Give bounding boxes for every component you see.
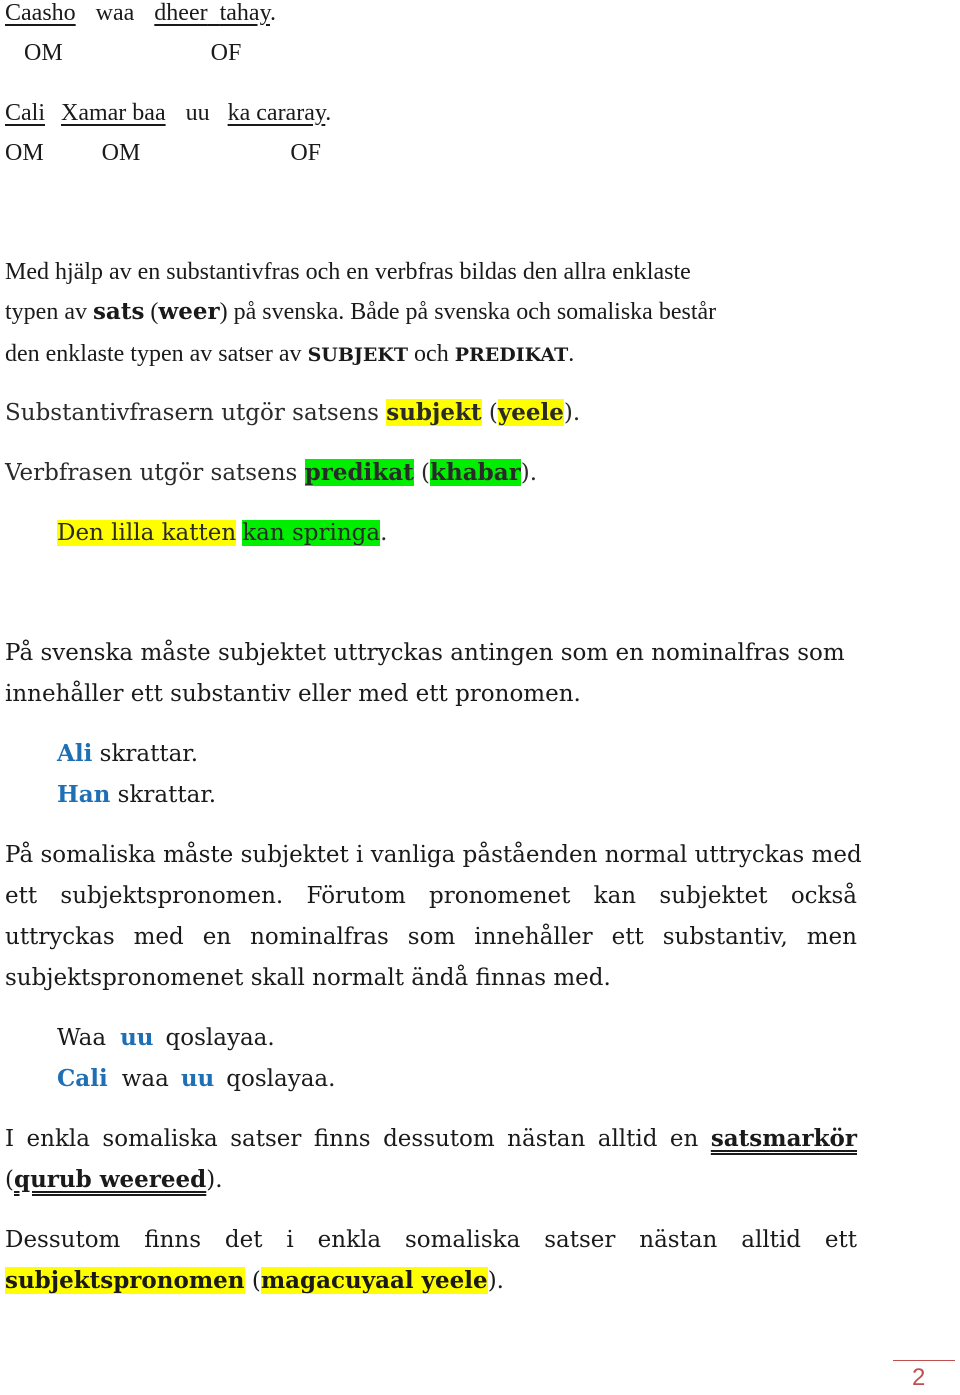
paragraph-4-line-2: (qurub weereed). [5, 1166, 223, 1193]
paragraph-4-line-1: I enkla somaliska satser finns dessutom nästan alltid en satsmarkör [5, 1125, 858, 1152]
highlight-khabar: khabar [430, 459, 521, 486]
paragraph-3-line-3: uttryckas med en nominalfras som innehåller ett substantiv, men [5, 924, 857, 950]
word-caasho: Caasho [5, 0, 76, 26]
paragraph-3-line-1: På somaliska måste subjektet i vanliga påståenden normal uttryckas med [5, 842, 862, 868]
label-om: OM [101, 140, 141, 166]
term-satsmarkor: satsmarkör [710, 1125, 858, 1152]
term-qurub-weereed: qurub weereed [13, 1166, 207, 1193]
label-om: OM [5, 140, 44, 166]
term-han: Han [57, 781, 111, 808]
highlight-subject-phrase: Den lilla katten [57, 520, 237, 546]
word-uu: uu [185, 100, 210, 126]
paragraph-5-line-1: Dessutom finns det i enkla somaliska satser nästan alltid ett [5, 1227, 857, 1253]
predicate-definition: Verbfrasen utgör satsens predikat (khabar). [5, 459, 538, 486]
sentence-period: . [325, 100, 332, 126]
footer-rule [893, 1360, 955, 1361]
highlight-subjektspronomen: subjektspronomen [5, 1267, 245, 1294]
term-uu: uu [180, 1065, 215, 1092]
term-sats: sats [92, 298, 145, 325]
paragraph-2-line-2: innehåller ett substantiv eller med ett pronomen. [5, 681, 581, 707]
example-5-line-2: Cali waa uu qoslayaa. [57, 1065, 336, 1092]
word-xamar-baa: Xamar baa [61, 100, 166, 126]
highlight-subjekt: subjekt [386, 399, 482, 426]
example-sentence-2 [5, 98, 331, 128]
example-4-line-2: Han skrattar. [57, 781, 217, 808]
term-predikat: PREDIKAT [454, 344, 569, 366]
paragraph-3-line-4: subjektspronomenet skall normalt ändå finnas med. [5, 965, 611, 991]
paragraph-5-line-2: subjektspronomen (magacuyaal yeele). [5, 1267, 504, 1294]
example-5-line-1: Waa uu qoslayaa. [57, 1024, 275, 1051]
page-number: 2 [912, 1364, 926, 1391]
label-of: OF [290, 140, 322, 166]
sentence-period: . [270, 0, 277, 26]
label-om: OM [24, 40, 63, 66]
word-waa: waa [95, 0, 135, 26]
label-of: OF [210, 40, 242, 66]
term-weer: weer [158, 298, 220, 325]
example-1-labels [24, 38, 241, 68]
word-cali: Cali [5, 100, 45, 126]
example-4-line-1: Ali skrattar. [57, 740, 199, 767]
paragraph-1-line-3: den enklaste typen av satser av SUBJEKT och PREDIKAT. [5, 341, 575, 367]
term-ali: Ali [57, 740, 93, 767]
example-2-labels [5, 138, 321, 168]
term-uu: uu [120, 1024, 154, 1051]
highlight-predikat: predikat [304, 459, 414, 486]
term-subjekt: SUBJEKT [307, 344, 409, 366]
paragraph-3-line-2: ett subjektspronomen. Förutom pronomenet kan subjektet också [5, 883, 857, 909]
paragraph-1-line-2: typen av sats (weer) på svenska. Både på svenska och somaliska består [5, 298, 717, 325]
highlight-predicate-phrase: kan springa [242, 520, 381, 546]
word-dheer-tahay: dheer tahay [154, 0, 271, 26]
word-ka-cararay: ka cararay [227, 100, 326, 126]
highlight-yeele: yeele [497, 399, 564, 426]
subject-definition: Substantivfrasern utgör satsens subjekt (yeele). [5, 399, 581, 426]
paragraph-2-line-1: På svenska måste subjektet uttryckas antingen som en nominalfras som [5, 640, 845, 666]
example-sentence-3: Den lilla katten kan springa. [57, 520, 388, 546]
paragraph-1-line-1: Med hjälp av en substantivfras och en verbfras bildas den allra enklaste [5, 259, 691, 285]
highlight-magacuyaal-yeele: magacuyaal yeele [260, 1267, 488, 1294]
example-sentence-1 [5, 0, 276, 28]
term-cali: Cali [57, 1065, 108, 1092]
